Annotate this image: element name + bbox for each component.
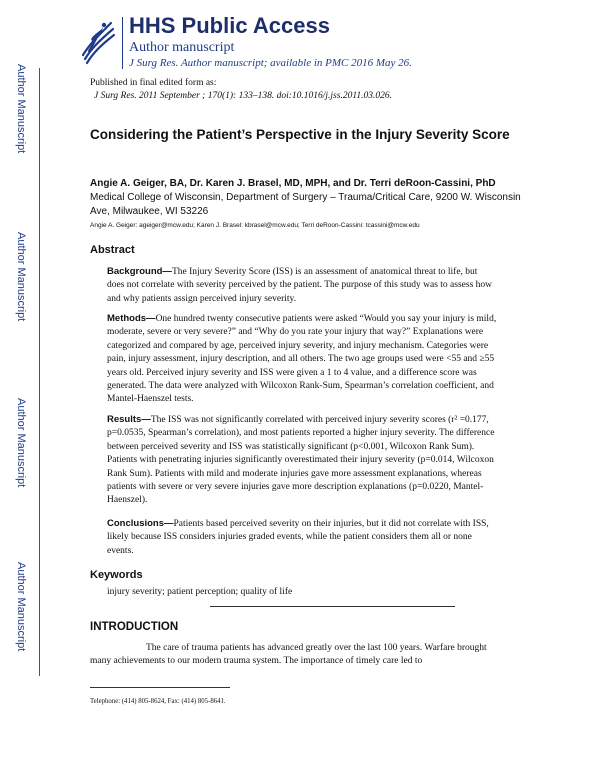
methods-label: Methods— bbox=[107, 313, 156, 324]
keywords-heading: Keywords bbox=[90, 569, 143, 581]
pmc-citation: J Surg Res. Author manuscript; available in PMC 2016 May 26. bbox=[129, 57, 412, 69]
results-label: Results— bbox=[107, 414, 151, 425]
footnote-divider bbox=[90, 687, 230, 688]
abstract-methods bbox=[107, 312, 497, 407]
author-manuscript-subtitle: Author manuscript bbox=[129, 40, 235, 55]
author-names: Angie A. Geiger, BA, Dr. Karen J. Brasel, MD, MPH, and Dr. Terri deRoon-Cassini, PhD bbox=[90, 178, 496, 189]
abstract-background bbox=[107, 265, 497, 306]
sidebar-label: Author Manuscript bbox=[15, 64, 27, 154]
introduction-text: The care of trauma patients has advanced greatly over the last 100 years. Warfare brought many achievements to our modern trauma system. The importance of timely care led to bbox=[90, 643, 487, 667]
sidebar-label: Author Manuscript bbox=[15, 562, 27, 652]
results-text: The ISS was not significantly correlated with perceived injury severity scores (r² =0.177, p=0.0535, Spearman’s correlation), and most patients reported a higher injury severity. The difference between perceived severity and ISS was statistically significant (p<0.001, Wilcoxon Rank Sum). Patients with penetrating injuries significantly overestimated their injury severity (p=0.014, Wilcoxon Rank Sum). Patients with mild and moderate injuries gave more assessment explanations, whereas patients with severe or very severe injuries gave more description explanations (p=0.0220, Mantel-Haenszel). bbox=[107, 415, 495, 506]
publication-info bbox=[90, 77, 392, 103]
sidebar-divider bbox=[39, 68, 40, 676]
sidebar-label: Author Manuscript bbox=[15, 398, 27, 488]
conclusions-text: Patients based perceived severity on their injuries, but it did not correlate with ISS, likely because ISS considers injuries graded events, while the patient considers them all or none events. bbox=[107, 519, 489, 556]
keywords-text: injury severity; patient perception; quality of life bbox=[107, 587, 293, 597]
abstract-heading: Abstract bbox=[90, 244, 135, 256]
sidebar-label: Author Manuscript bbox=[15, 232, 27, 322]
hhs-eagle-logo-icon bbox=[77, 15, 117, 67]
contact-footnote: Telephone: (414) 805-8624, Fax: (414) 805-8641. bbox=[90, 698, 226, 705]
introduction-heading: INTRODUCTION bbox=[90, 621, 179, 633]
abstract-results bbox=[107, 413, 497, 508]
background-text: The Injury Severity Score (ISS) is an assessment of anatomical threat to life, but does not correlate with severity perceived by the patient. The purpose of this study was to assess how and why patients assign perceived injury severity. bbox=[107, 267, 493, 304]
conclusions-label: Conclusions— bbox=[107, 518, 174, 529]
author-block bbox=[90, 177, 530, 219]
article-title: Considering the Patient’s Perspective in the Injury Severity Score bbox=[90, 127, 510, 142]
background-label: Background— bbox=[107, 266, 172, 277]
journal-citation: J Surg Res. 2011 September ; 170(1): 133–138. doi:10.1016/j.jss.2011.03.026. bbox=[94, 91, 392, 101]
keywords-divider bbox=[210, 606, 455, 607]
author-emails: Angie A. Geiger: ageiger@mcw.edu; Karen J. Brasel: kbrasel@mcw.edu; Terri deRoon-Cassini: tcassini@mcw.edu bbox=[90, 222, 420, 229]
header-divider bbox=[122, 17, 123, 69]
author-manuscript-sidebar bbox=[0, 0, 43, 776]
hhs-public-access-title: HHS Public Access bbox=[129, 13, 330, 38]
hhs-header bbox=[77, 15, 577, 71]
published-label: Published in final edited form as: bbox=[90, 78, 217, 88]
abstract-conclusions bbox=[107, 517, 497, 558]
methods-text: One hundred twenty consecutive patients were asked “Would you say your injury is mild, moderate, severe or very severe?” and “Why do you rate your injury that way?” Explanations were categorized and compared by age, perceived injury severity, and injury mechanism. Categories were pain, injury assessment, injury description, and all others. The two age groups used were <55 and ≥55 years old. Perceived injury severity and ISS were given a 1 to 4 value, and a difference score was generated. The data were analyzed with Wilcoxon Rank-Sum, Spearman’s correlation coefficient, and Mantel-Haenszel tests. bbox=[107, 314, 497, 405]
author-affiliation: Medical College of Wisconsin, Department of Surgery – Trauma/Critical Care, 9200 W. Wisconsin Ave, Milwaukee, WI 53226 bbox=[90, 192, 521, 217]
